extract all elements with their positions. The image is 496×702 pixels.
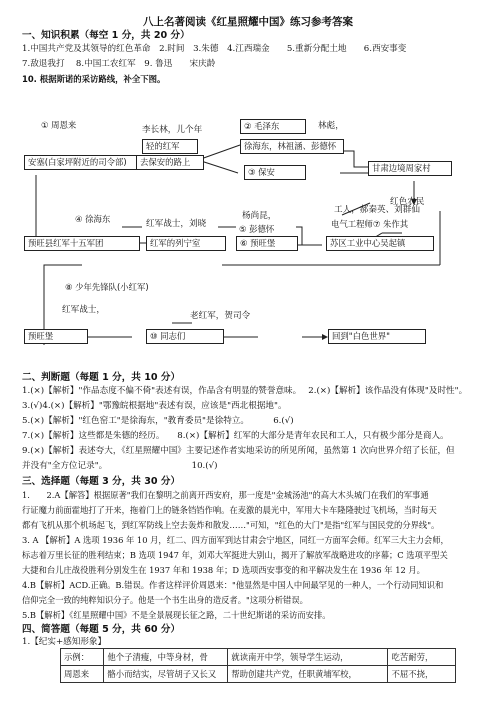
section2-line: 1.(×)【解析】"作品态度不偏不倚"表述有误，作品含有明显的赞誉意味。 2.(×)【解析】该作品没有体现"及时性"。 xyxy=(22,386,468,396)
section3-line: 1. 2.A【解答】根据原著"我们在黎明之前离开西安府，那一度是"金城汤池"的高大木头城门在我们的军事通 xyxy=(22,490,429,500)
section2-line: 3.(√)4.(×)【解析】"鄂豫皖根据地"表述有误，应该是"西北根据地"。 xyxy=(22,401,287,411)
section3-line: 大捷和台儿庄战役胜利分别发生在 1937 年和 1938 年；D 选项西安事变的和平解决发生在 1936 年 12 月。 xyxy=(22,565,425,575)
table-cell: 示例： xyxy=(61,649,104,666)
note-workers: 工人，郝秦英、刘群仙 xyxy=(334,205,420,215)
node-xu-haidong: ④ 徐海东 xyxy=(72,213,134,226)
section2-line: 5.(×)【解析】"红色窑工"是徐海东，"教育委员"是徐特立。 6.(√) xyxy=(22,416,294,426)
node-white-world: 回到"白色世界" xyxy=(328,329,426,344)
table-cell: 就读南开中学，领导学生运动， xyxy=(228,649,388,666)
question-10: 10. 根据斯诺的采访路线，补全下图。 xyxy=(22,74,166,84)
section3-heading: 三、选择题（每题 3 分，共 30 分） xyxy=(22,476,181,487)
section3-line: 都有飞机从那个机场起飞，到红军防线上空去轰炸和散发……"可知，"红色的大门"是指"红军与国民党的分界线"。 xyxy=(22,520,440,530)
node-ansai: 安塞(白家坪附近的司令部) xyxy=(24,155,140,170)
section1-line1: 1.中国共产党及其领导的红色革命 2.时间 3.朱德 4.江西瑞金 5.重新分配土地 6.西安事变 xyxy=(22,44,407,54)
table-cell: 骼小而结实，尽管胡子又长又 xyxy=(104,666,228,683)
section1-line2: 7.敌退我打 8.中国工农红军 9. 鲁迅 宋庆龄 xyxy=(22,59,216,69)
note-red-soldier: 红军战士， xyxy=(62,305,105,315)
table-cell: 周恩来 xyxy=(61,666,104,683)
section4-heading: 四、简答题（每题 5 分，共 60 分） xyxy=(22,624,181,635)
question-1-label: 1.【纪实+感知形象】 xyxy=(22,637,107,647)
node-yuwangbao-2: 预旺堡 xyxy=(24,329,88,344)
node-wuqi-town: 苏区工业中心吴起镇 xyxy=(326,236,434,251)
node-gansu-zhoujia: 甘肃边境周家村 xyxy=(368,161,452,176)
section3-line: 行证魔力前面霍地打了开来，拖着门上的链条铛铛作响。在麦激的晨光中，军用大卡车隆隆驶过飞机场，当时每天 xyxy=(22,505,437,515)
note-li-changlin: 李长林，儿个年 xyxy=(142,125,203,135)
route-diagram xyxy=(22,115,474,365)
node-15th-corps: 预旺县红军十五军团 xyxy=(24,236,140,251)
node-mao-zedong: ② 毛泽东 xyxy=(240,119,306,134)
page-title: 八上名著阅读《红星照耀中国》练习参考答案 xyxy=(143,16,353,28)
note-lin-biao: 林彪， xyxy=(318,121,344,131)
node-xu-haidong-group: 徐海东，林祖涵、彭德怀 xyxy=(240,139,344,154)
note-old-red-army: 老红军，贺司令 xyxy=(190,311,251,321)
table-cell: 不屈不挠， xyxy=(388,666,456,683)
section3-line: 3. A 【解析】A 选项 1936 年 10 月，红二、四方面军到达甘肃会宁地区，同红一方面军会师。红军三大主力会师， xyxy=(22,535,449,545)
section3-line: 标志着万里长征的胜利结束；B 选项 1947 年，刘邓大军挺进大别山，揭开了解放军战略进攻的序幕；C 选项平型关 xyxy=(22,550,448,560)
node-young-pioneers: ⑧ 少年先锋队(小红军) xyxy=(62,281,180,294)
node-lenin-room: 红军的列宁室 xyxy=(146,236,226,251)
section3-line: 信仰完全一致的纯粹知识分子。他是一个书生出身的造反者。"这项分析错误。 xyxy=(22,595,308,605)
note-yang-shangkun: 杨尚昆， xyxy=(242,211,277,221)
section2-line: 9.(×)【解析】表述夸大，《红星照耀中国》主要记述作者实地采访的所见所闻，虽然第 1 次向世界介绍了长征，但 xyxy=(22,446,455,456)
section3-line: 5.B【解析】《红星照耀中国》不是全景展现长征之路，二十世纪斯诺的采访而安排。 xyxy=(22,610,331,620)
node-baoan: ③ 保安 xyxy=(244,165,306,180)
node-peng-dehuai: ⑤ 彭德怀 xyxy=(236,223,296,236)
node-zhou-enlai: ① 周恩来 xyxy=(38,119,108,132)
table-cell: 他个子清瘦，中等身材，骨 xyxy=(104,649,228,666)
section2-heading: 二、判断题（每题 1 分，共 10 分） xyxy=(22,372,181,383)
node-road-to-baoan: 去保安的路上 xyxy=(136,155,204,170)
table-row xyxy=(61,666,456,683)
table-cell: 吃苦耐劳， xyxy=(388,649,456,666)
section1-heading: 一、知识积累（每空 1 分，共 20 分） xyxy=(22,30,190,41)
node-engineer: 电气工程师⑦ 朱作其 xyxy=(328,218,434,231)
note-liu-xiao: 红军战士，刘晓 xyxy=(146,219,207,229)
note-red-peasants: 红色农民 xyxy=(390,197,425,207)
character-table xyxy=(60,648,456,683)
node-young-red-army: 轻的红军 xyxy=(142,139,198,154)
section3-line: 4.B【解析】ACD.正确。B.错误。作者这样评价周恩来："他显然是中国人中间最罕见的一种人，一个行动同知识和 xyxy=(22,580,444,590)
table-row xyxy=(61,649,456,666)
section2-line: 7.(×)【解析】这些都是朱德的经历。 8.(×)【解析】红军的大部分是青年农民和工人，只有极少部分是商人。 xyxy=(22,431,449,441)
section2-line: 并没有"全方位记录"。 10.(√) xyxy=(22,461,218,471)
table-cell: 帮助创建共产党，任职黄埔军校， xyxy=(228,666,388,683)
node-comrades: ⑩ 同志们 xyxy=(146,329,224,344)
node-yuwangbao: ⑥ 预旺堡 xyxy=(236,236,298,251)
